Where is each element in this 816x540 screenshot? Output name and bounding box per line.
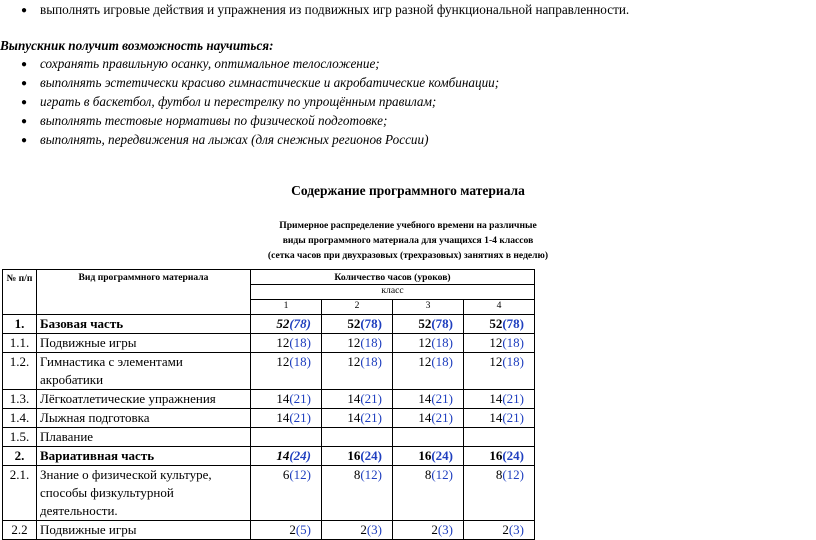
- hours-cell: [464, 353, 535, 390]
- hours-three-per-week: (24): [431, 448, 453, 463]
- hours-two-per-week: 16: [489, 448, 503, 463]
- hours-three-per-week: (18): [289, 354, 311, 369]
- table-caption-line: (сетка часов при двухразовых (трехразовых) занятиях в неделю): [267, 250, 549, 261]
- bullet-icon: ●: [21, 116, 28, 127]
- table-row: [3, 390, 535, 409]
- hours-three-per-week: (3): [508, 522, 525, 537]
- table-row: [3, 521, 535, 540]
- hours-cell: [322, 447, 393, 466]
- hours-two-per-week: 8: [495, 467, 503, 482]
- hours-two-per-week: 2: [360, 522, 367, 537]
- hours-cell: [393, 428, 464, 447]
- hours-three-per-week: (21): [289, 410, 311, 425]
- row-name: Гимнастика с элементами акробатики: [37, 353, 251, 390]
- hours-cell: [322, 521, 393, 540]
- hours-three-per-week: (12): [360, 467, 382, 482]
- hours-two-per-week: 2: [431, 522, 438, 537]
- hours-two-per-week: 52: [347, 316, 361, 331]
- hours-cell: [393, 353, 464, 390]
- hours-cell: [251, 390, 322, 409]
- hours-three-per-week: (5): [295, 522, 311, 537]
- row-number: 2.: [3, 447, 37, 466]
- hours-cell: [251, 521, 322, 540]
- hours-two-per-week: 52: [418, 316, 432, 331]
- bullet-icon: ●: [21, 135, 28, 146]
- row-number: 1.5.: [3, 428, 37, 447]
- row-name: Базовая часть: [37, 315, 251, 334]
- hours-three-per-week: (12): [502, 467, 525, 482]
- hours-three-per-week: (3): [366, 522, 382, 537]
- hours-two-per-week: 12: [347, 354, 361, 369]
- hours-cell: [464, 409, 535, 428]
- hours-cell: [393, 315, 464, 334]
- row-number: 1.1.: [3, 334, 37, 353]
- table-row: [3, 428, 535, 447]
- row-number: 1.: [3, 315, 37, 334]
- row-number: 1.2.: [3, 353, 37, 390]
- hours-cell: [464, 466, 535, 521]
- hours-two-per-week: 14: [489, 391, 503, 406]
- row-name: Лыжная подготовка: [37, 409, 251, 428]
- hours-two-per-week: 12: [489, 354, 503, 369]
- bullet-icon: ●: [21, 97, 28, 108]
- hours-three-per-week: (21): [360, 391, 382, 406]
- bullet-icon: ●: [21, 78, 28, 89]
- row-number: 2.2: [3, 521, 37, 540]
- hours-cell: [393, 466, 464, 521]
- hours-cell: [393, 447, 464, 466]
- hours-two-per-week: 6: [282, 467, 290, 482]
- header-hours: Количество часов (уроков): [251, 270, 535, 285]
- hours-three-per-week: (24): [360, 448, 382, 463]
- hours-three-per-week: (21): [502, 410, 525, 425]
- graduate-item: выполнять эстетически красиво гимнастические и акробатические комбинации;: [40, 75, 500, 90]
- class-number: 2: [322, 300, 393, 315]
- hours-cell: [322, 409, 393, 428]
- row-name: Подвижные игры: [37, 334, 251, 353]
- hours-three-per-week: (21): [431, 410, 453, 425]
- hours-two-per-week: 12: [347, 335, 361, 350]
- table-caption: [0, 218, 816, 263]
- hours-two-per-week: 12: [489, 335, 503, 350]
- class-number: 1: [251, 300, 322, 315]
- hours-three-per-week: (78): [431, 316, 453, 331]
- row-name: Вариативная часть: [37, 447, 251, 466]
- hours-two-per-week: 52: [276, 316, 290, 331]
- hours-cell: [322, 353, 393, 390]
- row-number: 1.3.: [3, 390, 37, 409]
- hours-two-per-week: 52: [489, 316, 503, 331]
- hours-two-per-week: 2: [289, 522, 296, 537]
- hours-two-per-week: 14: [276, 391, 290, 406]
- hours-two-per-week: 16: [347, 448, 361, 463]
- hours-three-per-week: (78): [289, 316, 311, 331]
- hours-three-per-week: (18): [289, 335, 311, 350]
- hours-three-per-week: (24): [502, 448, 525, 463]
- table-row: [3, 334, 535, 353]
- hours-three-per-week: (12): [431, 467, 453, 482]
- hours-cell: [393, 521, 464, 540]
- row-number: 2.1.: [3, 466, 37, 521]
- hours-two-per-week: 2: [502, 522, 509, 537]
- hours-two-per-week: 14: [418, 391, 432, 406]
- table-row: [3, 315, 535, 334]
- bullet-icon: ●: [21, 5, 28, 16]
- hours-three-per-week: (21): [360, 410, 382, 425]
- hours-cell: [464, 521, 535, 540]
- row-number: 1.4.: [3, 409, 37, 428]
- row-name: Плавание: [37, 428, 251, 447]
- hours-cell: [464, 428, 535, 447]
- graduate-item: играть в баскетбол, футбол и перестрелку по упрощённым правилам;: [40, 94, 437, 109]
- header-class: класс: [251, 285, 535, 300]
- graduate-heading: Выпускник получит возможность научиться:: [0, 38, 274, 53]
- hours-cell: [251, 315, 322, 334]
- hours-three-per-week: (18): [502, 354, 525, 369]
- hours-two-per-week: 14: [489, 410, 503, 425]
- hours-cell: [251, 447, 322, 466]
- hours-cell: [464, 334, 535, 353]
- hours-two-per-week: 12: [276, 335, 290, 350]
- hours-two-per-week: 8: [424, 467, 432, 482]
- hours-three-per-week: (78): [502, 316, 525, 331]
- hours-cell: [464, 447, 535, 466]
- hours-three-per-week: (18): [360, 335, 382, 350]
- hours-cell: [322, 334, 393, 353]
- row-name: Знание о физической культуре, способы физкультурной деятельности.: [37, 466, 251, 521]
- table-row: [3, 353, 535, 390]
- graduate-item: выполнять тестовые нормативы по физической подготовке;: [40, 113, 388, 128]
- table-row: [3, 447, 535, 466]
- hours-three-per-week: (12): [289, 467, 311, 482]
- hours-three-per-week: (24): [289, 448, 311, 463]
- hours-three-per-week: (18): [360, 354, 382, 369]
- hours-three-per-week: (18): [431, 335, 453, 350]
- hours-two-per-week: 12: [276, 354, 290, 369]
- bullet-icon: ●: [21, 59, 28, 70]
- class-number: 4: [464, 300, 535, 315]
- table-row: [3, 466, 535, 521]
- hours-two-per-week: 14: [347, 410, 361, 425]
- table-row: [3, 409, 535, 428]
- hours-cell: [393, 390, 464, 409]
- hours-cell: [251, 334, 322, 353]
- hours-two-per-week: 12: [418, 354, 432, 369]
- hours-cell: [322, 466, 393, 521]
- hours-two-per-week: 14: [347, 391, 361, 406]
- graduate-item: выполнять, передвижения на лыжах (для снежных регионов России): [40, 132, 429, 147]
- hours-cell: [251, 466, 322, 521]
- table-caption-line: Примерное распределение учебного времени на различные: [279, 220, 537, 231]
- hours-cell: [322, 390, 393, 409]
- row-name: Лёгкоатлетические упражнения: [37, 390, 251, 409]
- hours-two-per-week: 12: [418, 335, 432, 350]
- hours-cell: [322, 315, 393, 334]
- hours-cell: [322, 428, 393, 447]
- section-title: Содержание программного материала: [291, 183, 525, 198]
- hours-three-per-week: (21): [431, 391, 453, 406]
- hours-table: [2, 269, 535, 540]
- graduate-item: сохранять правильную осанку, оптимальное телосложение;: [40, 56, 380, 71]
- hours-three-per-week: (3): [437, 522, 453, 537]
- row-name: Подвижные игры: [37, 521, 251, 540]
- header-type: Вид программного материала: [37, 270, 251, 315]
- class-number: 3: [393, 300, 464, 315]
- header-num: № п/п: [3, 270, 37, 315]
- top-bullet-text: выполнять игровые действия и упражнения из подвижных игр разной функциональной направленности.: [40, 2, 630, 17]
- hours-cell: [393, 334, 464, 353]
- hours-two-per-week: 16: [418, 448, 432, 463]
- hours-cell: [251, 409, 322, 428]
- hours-two-per-week: 8: [353, 467, 361, 482]
- hours-two-per-week: 14: [276, 410, 290, 425]
- hours-three-per-week: (18): [502, 335, 525, 350]
- hours-three-per-week: (21): [502, 391, 525, 406]
- hours-cell: [393, 409, 464, 428]
- hours-two-per-week: 14: [276, 448, 290, 463]
- hours-three-per-week: (78): [360, 316, 382, 331]
- hours-two-per-week: 14: [418, 410, 432, 425]
- hours-cell: [464, 315, 535, 334]
- hours-cell: [251, 353, 322, 390]
- hours-three-per-week: (21): [289, 391, 311, 406]
- hours-cell: [251, 428, 322, 447]
- hours-three-per-week: (18): [431, 354, 453, 369]
- hours-cell: [464, 390, 535, 409]
- table-caption-line: виды программного материала для учащихся 1-4 классов: [282, 235, 534, 246]
